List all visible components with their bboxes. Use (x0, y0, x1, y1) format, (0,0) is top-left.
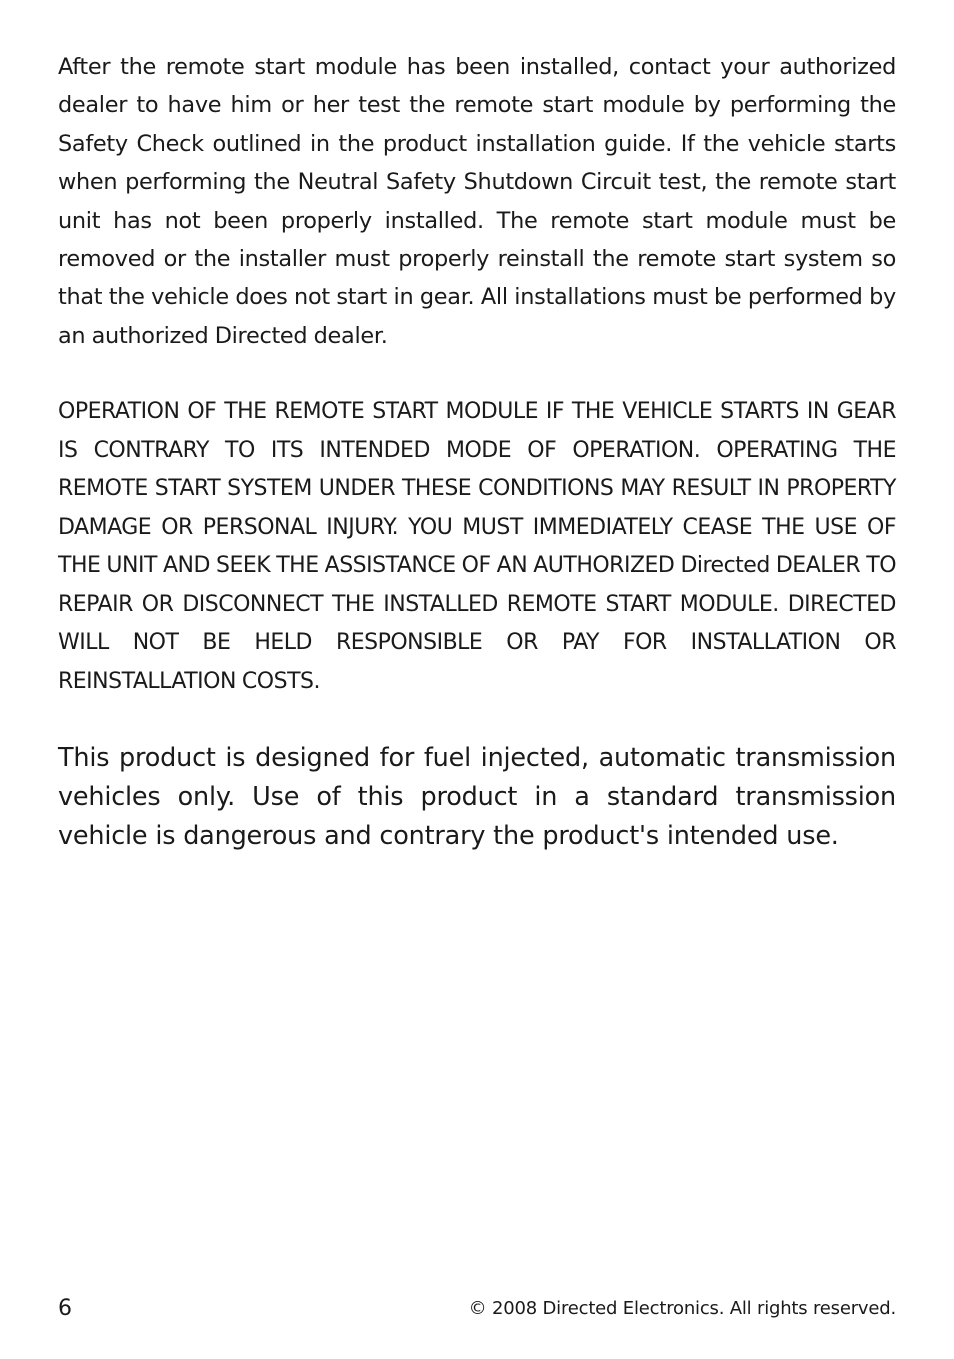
page-number: 6 (58, 1296, 72, 1321)
page-content (58, 48, 896, 856)
product-usage-paragraph: This product is designed for fuel injected, automatic transmission vehicles only. Use of this product in a standard transmission vehicle is dangerous and contrary the product's intended use. (58, 743, 896, 852)
operation-warning-paragraph (58, 393, 896, 701)
installation-check-paragraph: After the remote start module has been installed, contact your authorized dealer to have him or her test the remote start module by performing the Safety Check outlined in the product installation guide. If the vehicle starts when performing the Neutral Safety Shutdown Circuit test, the remote start unit has not been properly installed. The remote start module must be removed or the installer must properly reinstall the remote start system so that the vehicle does not start in gear. All installations must be performed by an authorized Directed dealer. (58, 54, 896, 349)
warning-text-part-2: DEALER TO REPAIR OR DISCONNECT THE INSTALLED REMOTE START MODULE. DIRECTED WILL NOT BE HELD RESPONSIBLE OR PAY FOR INSTALLATION OR REINSTALLATION COSTS. (58, 553, 897, 694)
warning-text-part-1: OPERATION OF THE REMOTE START MODULE IF THE VEHICLE STARTS IN GEAR IS CONTRARY TO ITS INTENDED MODE OF OPERATION. OPERATING THE REMOTE START SYSTEM UNDER THESE CONDITIONS MAY RESULT IN PROPERTY DAMAGE OR PERSONAL INJURY. YOU MUST IMMEDIATELY CEASE THE USE OF THE UNIT AND SEEK THE ASSISTANCE OF AN AUTHORIZED (58, 399, 896, 579)
copyright-notice: © 2008 Directed Electronics. All rights reserved. (468, 1298, 896, 1319)
warning-dealer-name: Directed (680, 553, 770, 579)
